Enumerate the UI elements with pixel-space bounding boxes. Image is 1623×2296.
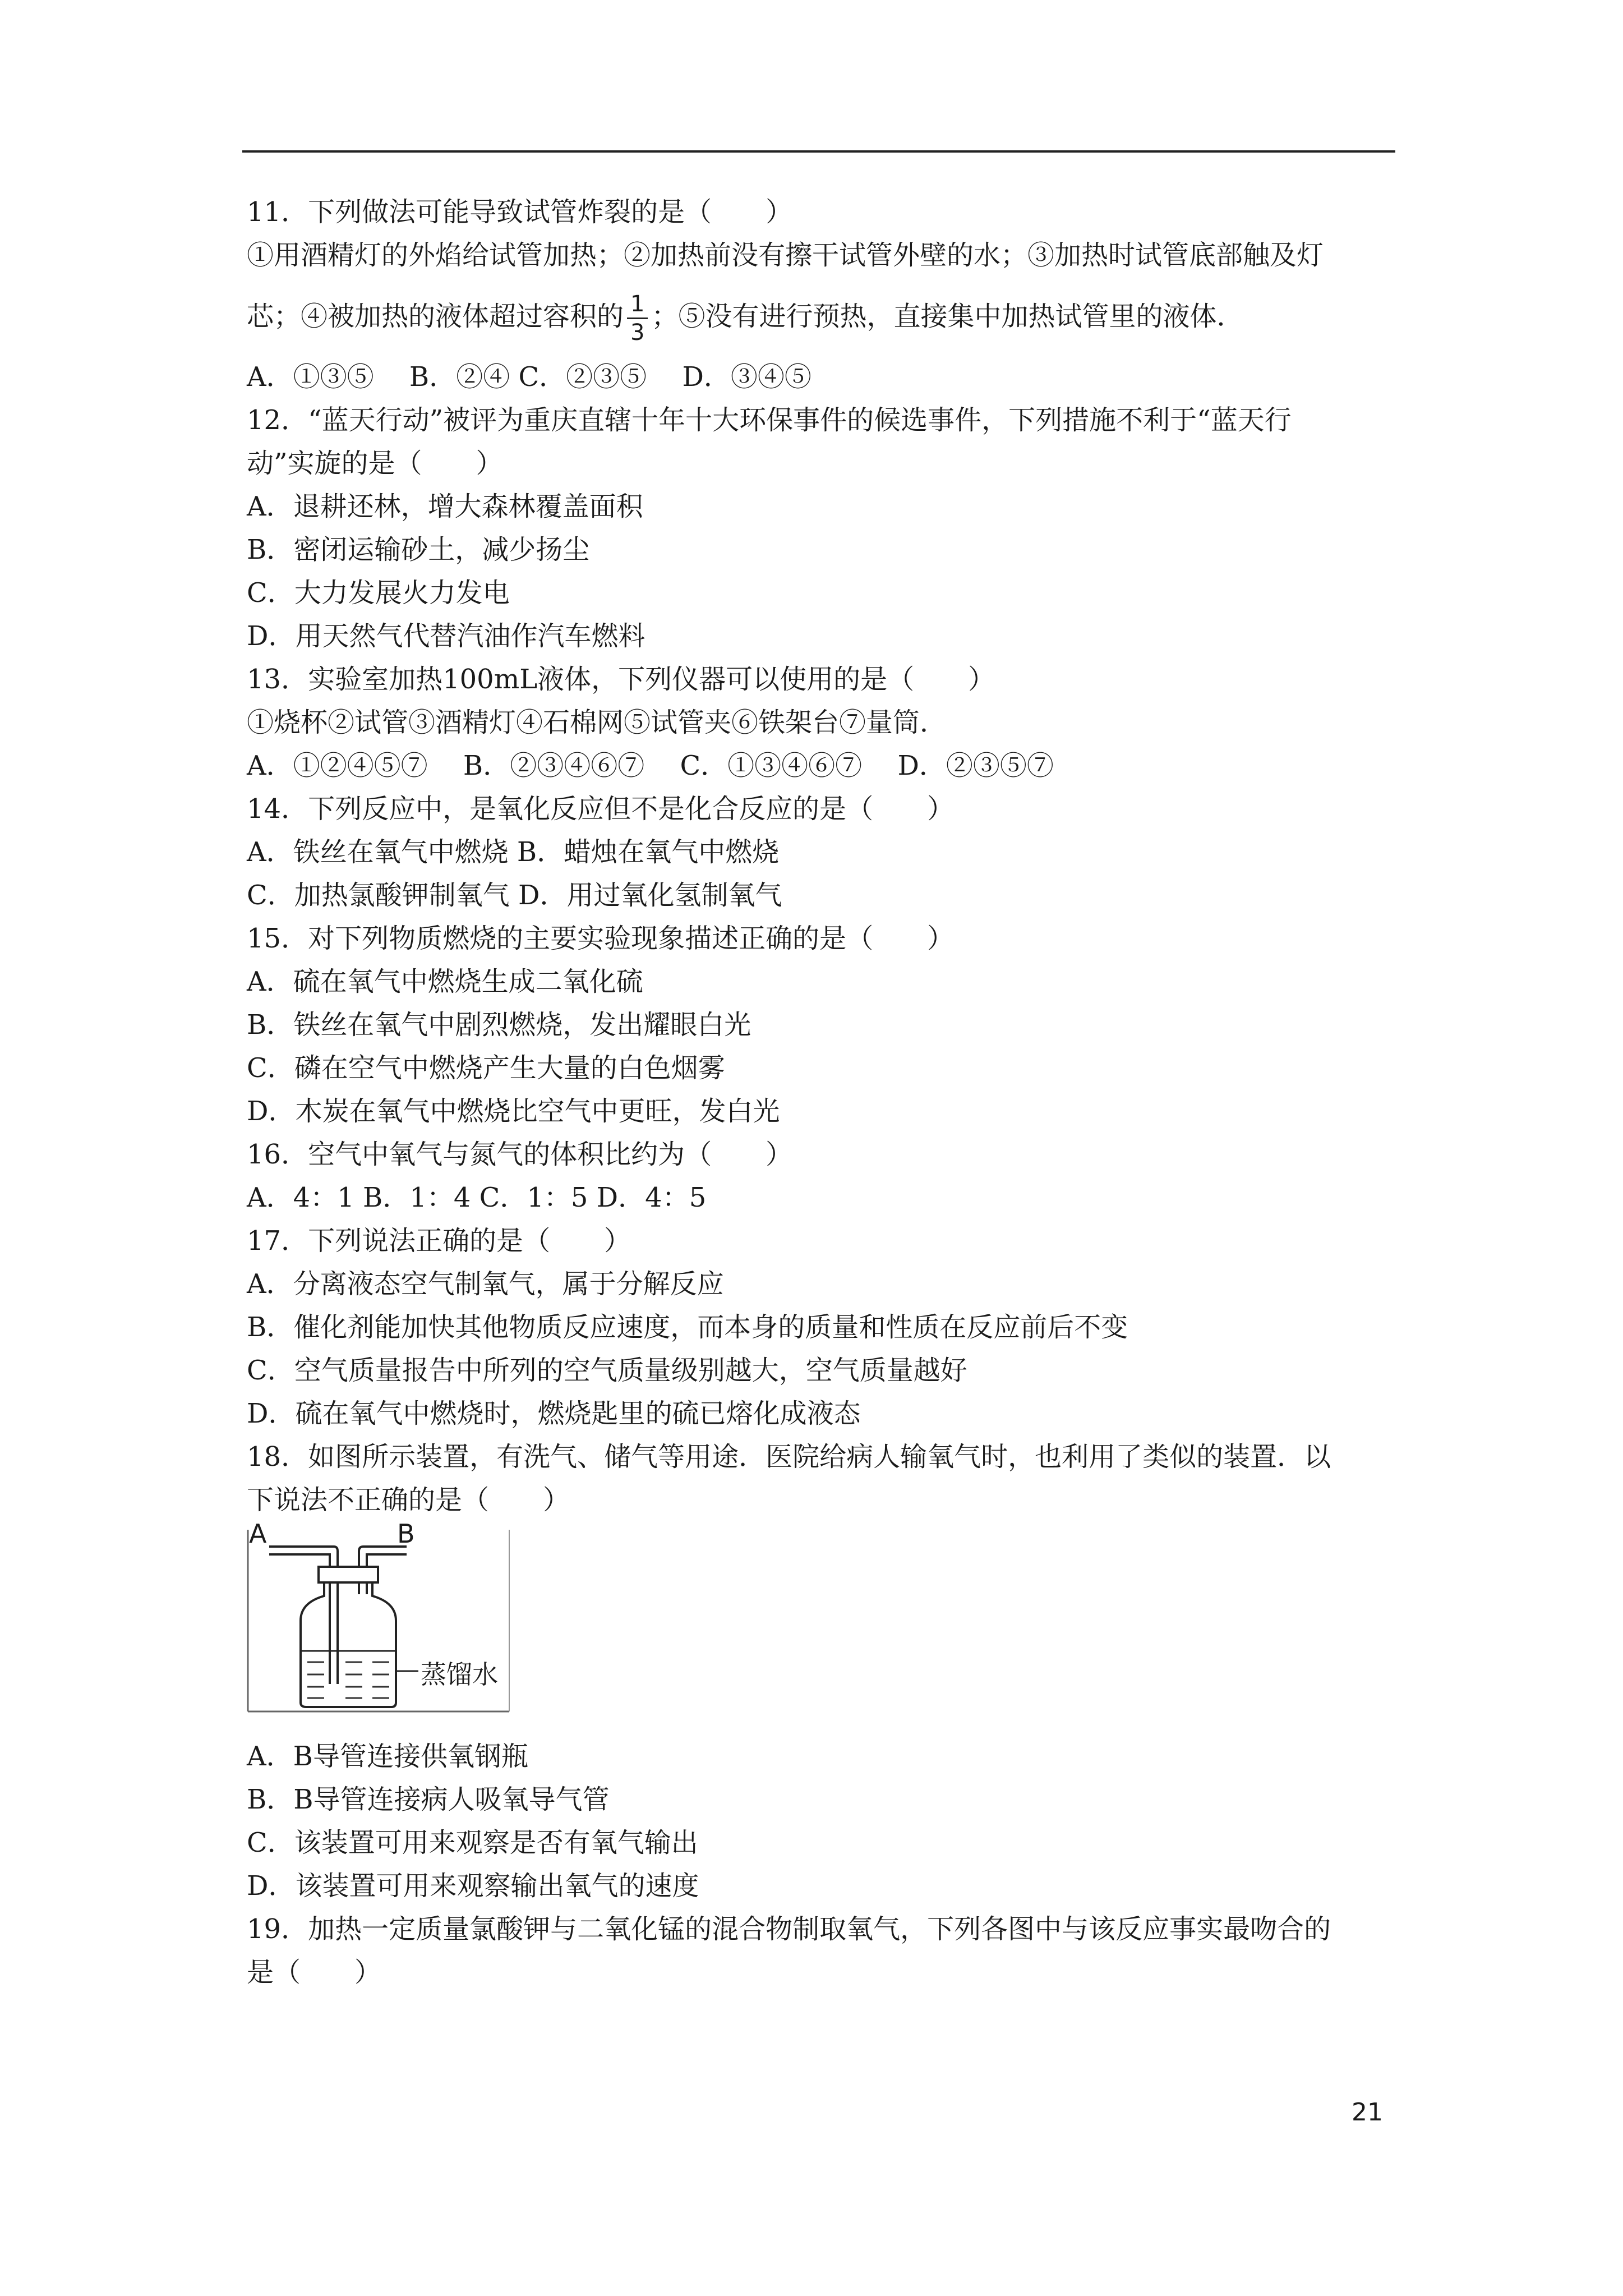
- q12-option-c: C．大力发展火力发电: [247, 577, 510, 609]
- q11-stem: 11．下列做法可能导致试管炸裂的是（ ）: [247, 196, 793, 228]
- figure-label-distilled-water: 蒸馏水: [421, 1659, 498, 1690]
- q19-stem-2: 是（ ）: [247, 1957, 382, 1988]
- q11-line1: ①用酒精灯的外焰给试管加热；②加热前没有擦干试管外壁的水；③加热时试管底部触及灯: [247, 240, 1324, 271]
- q15-option-b: B．铁丝在氧气中剧烈燃烧，发出耀眼白光: [247, 1009, 751, 1041]
- q18-option-b: B．B导管连接病人吸氧导气管: [247, 1784, 610, 1815]
- q18-option-d: D．该装置可用来观察输出氧气的速度: [247, 1870, 699, 1902]
- q12-option-d: D．用天然气代替汽油作汽车燃料: [247, 620, 645, 652]
- fraction-one-third: [627, 291, 648, 346]
- gas-washing-bottle-figure: [247, 1519, 510, 1715]
- q12-stem-2: 动”实旋的是（ ）: [247, 448, 503, 479]
- q11-options: A．①③⑤ B．②④ C．②③⑤ D．③④⑤: [247, 361, 811, 393]
- q17-option-b: B．催化剂能加快其他物质反应速度，而本身的质量和性质在反应前后不变: [247, 1312, 1128, 1343]
- header-rule: [242, 150, 1395, 153]
- fraction-numerator: 1: [630, 291, 645, 317]
- q14-stem: 14．下列反应中，是氧化反应但不是化合反应的是（ ）: [247, 793, 955, 825]
- q14-options-cd: C．加热氯酸钾制氧气 D．用过氧化氢制氧气: [247, 880, 782, 911]
- q13-stem: 13．实验室加热100mL液体，下列仪器可以使用的是（ ）: [247, 664, 995, 695]
- q16-options: A．4：1 B．1：4 C．1：5 D．4：5: [247, 1182, 707, 1213]
- q18-stem-1: 18．如图所示装置，有洗气、储气等用途．医院给病人输氧气时，也利用了类似的装置．以: [247, 1441, 1331, 1473]
- q18-stem-2: 下说法不正确的是（ ）: [247, 1484, 570, 1516]
- q15-stem: 15．对下列物质燃烧的主要实验现象描述正确的是（ ）: [247, 923, 955, 954]
- q18-option-a: A．B导管连接供氧钢瓶: [247, 1741, 528, 1772]
- q13-line1: ①烧杯②试管③酒精灯④石棉网⑤试管夹⑥铁架台⑦量筒．: [247, 707, 947, 738]
- page-number: 21: [1352, 2098, 1383, 2127]
- q17-option-d: D．硫在氧气中燃烧时，燃烧匙里的硫已熔化成液态: [247, 1398, 861, 1429]
- q15-option-c: C．磷在空气中燃烧产生大量的白色烟雾: [247, 1052, 725, 1084]
- q16-stem: 16．空气中氧气与氮气的体积比约为（ ）: [247, 1139, 793, 1170]
- document-body: [247, 191, 1402, 1994]
- q13-options: A．①②④⑤⑦ B．②③④⑥⑦ C．①③④⑥⑦ D．②③⑤⑦: [247, 750, 1054, 781]
- q11-line2-pre: 芯；④被加热的液体超过容积的: [247, 301, 624, 332]
- q11-line2: [247, 277, 1402, 356]
- q15-option-a: A．硫在氧气中燃烧生成二氧化硫: [247, 966, 643, 997]
- q17-option-c: C．空气质量报告中所列的空气质量级别越大，空气质量越好: [247, 1355, 967, 1386]
- q18-option-c: C．该装置可用来观察是否有氧气输出: [247, 1827, 698, 1858]
- q15-option-d: D．木炭在氧气中燃烧比空气中更旺，发白光: [247, 1096, 780, 1127]
- q11-line2-post: ；⑤没有进行预热，直接集中加热试管里的液体．: [651, 301, 1244, 332]
- q12-option-a: A．退耕还林，增大森林覆盖面积: [247, 491, 643, 522]
- q12-option-b: B．密闭运输砂土，减少扬尘: [247, 534, 590, 565]
- q14-options-ab: A．铁丝在氧气中燃烧 B．蜡烛在氧气中燃烧: [247, 836, 780, 868]
- q12-stem-1: 12．“蓝天行动”被评为重庆直辖十年十大环保事件的候选事件，下列措施不利于“蓝天行: [247, 404, 1292, 436]
- q17-stem: 17．下列说法正确的是（ ）: [247, 1225, 631, 1257]
- q19-stem-1: 19．加热一定质量氯酸钾与二氧化锰的混合物制取氧气，下列各图中与该反应事实最吻合的: [247, 1913, 1331, 1945]
- fraction-denominator: 3: [627, 318, 648, 346]
- figure-label-b: B: [397, 1519, 415, 1549]
- q17-option-a: A．分离液态空气制氧气，属于分解反应: [247, 1268, 724, 1300]
- figure-label-a: A: [249, 1519, 267, 1549]
